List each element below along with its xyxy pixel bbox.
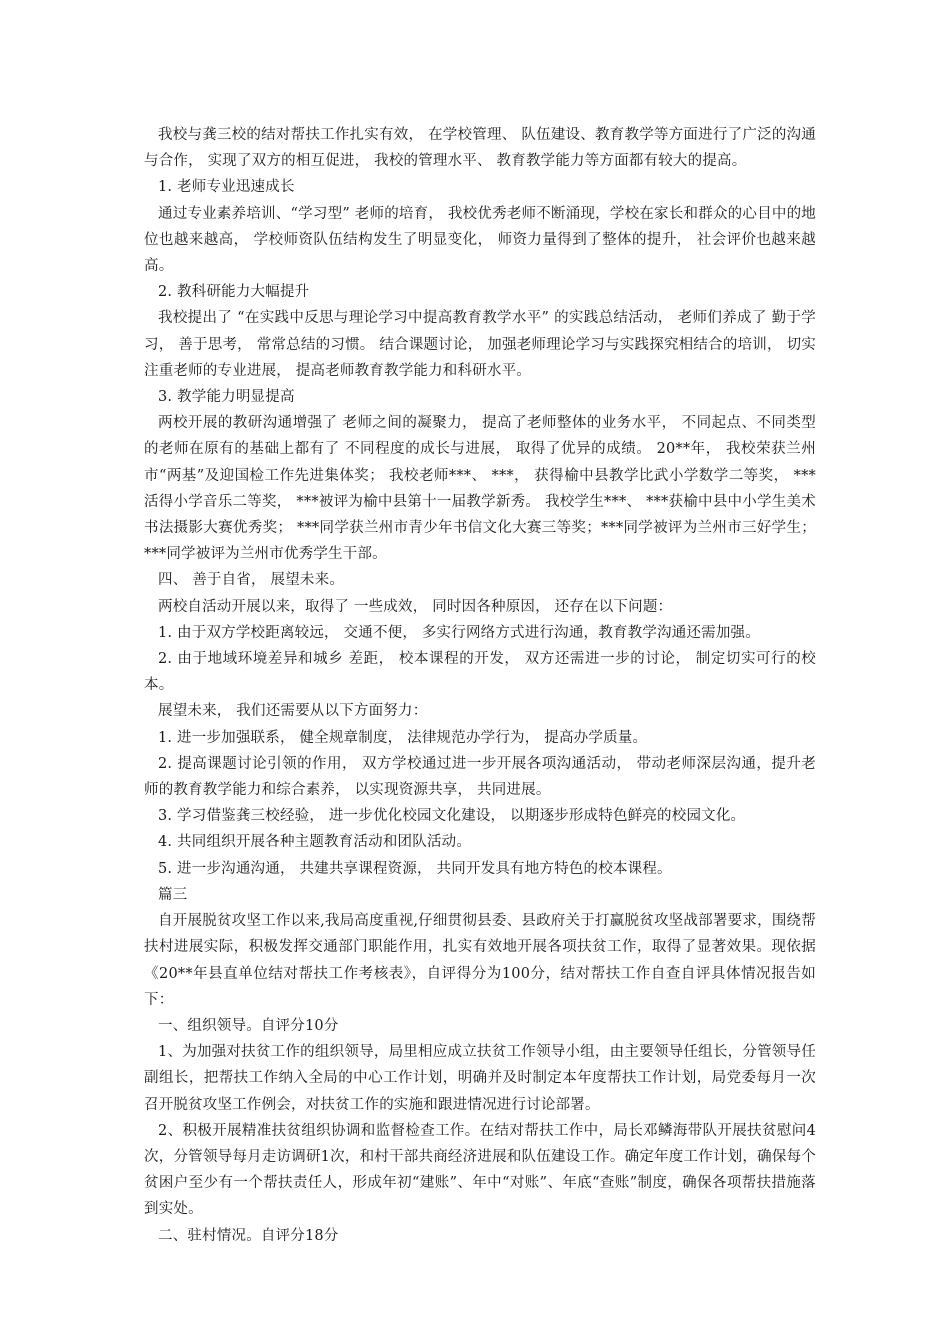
paragraph-intro: 我校与龚三校的结对帮扶工作扎实有效， 在学校管理、 队伍建设、教育教学等方面进行了广泛的沟通与合作， 实现了双方的相互促进， 我校的管理水平、 教育教学能力等方面都有较大的提高。	[144, 127, 816, 170]
list-item-effort-1: 1. 进一步加强联系， 健全规章制度， 法律规范办学行为， 提高办学质量。	[158, 729, 648, 746]
list-item-effort-3: 3. 学习借鉴龚三校经验， 进一步优化校园文化建设， 以期逐步形成特色鲜亮的校园文化。	[158, 808, 746, 825]
paragraph-poverty-intro: 自开展脱贫攻坚工作以来,我局高度重视,仔细贯彻县委、县政府关于打赢脱贫攻坚战部署要求，围绕帮扶村进展实际，积极发挥交通部门职能作用，扎实有效地开展各项扶贫工作，取得了显著效果。现依据《20**年县直单位结对帮扶工作考核表》，自评得分为100分，结对帮扶工作自查自评具体情况报告如下：	[144, 913, 816, 1008]
heading-village-stationing: 二、驻村情况。自评分18分	[158, 1227, 339, 1244]
heading-teaching-ability: 3. 教学能力明显提高	[158, 389, 295, 406]
paragraph-organization-2: 2、积极开展精准扶贫组织协调和监督检查工作。在结对帮扶工作中，局长邓鳞海带队开展扶贫慰问4次，分管领导每月走访调研1次，和村干部共商经济进展和队伍建设工作。确定年度工作计划，确保每个贫困户至少有一个帮扶责任人，形成年初“建账”、年中“对账”、年底“查账”制度，确保各项帮扶措施落到实处。	[144, 1122, 816, 1218]
paragraph-outlook: 展望未来， 我们还需要从以下方面努力：	[158, 703, 428, 720]
list-item-problem-1: 1. 由于双方学校距离较远， 交通不便， 多实行网络方式进行沟通，教育教学沟通还需加强。	[158, 624, 760, 641]
paragraph-teaching-ability: 两校开展的教研沟通增强了 老师之间的凝聚力， 提高了老师整体的业务水平， 不同起点、不同类型的老师在原有的基础上都有了 不同程度的成长与进展， 取得了优异的成绩。 20**年， 我校荣获兰州市“两基”及迎国检工作先进集体奖； 我校老师***、 ***， 获得榆中县教学比武小学数学二等奖， ***活得小学音乐二等奖， ***被评为榆中县第十一届教学新秀。 我校学生***、 ***获榆中县中小学生美术书法摄影大赛优秀奖； ***同学获兰州市青少年书信文化大赛三等奖；***同学被评为兰州市三好学生； ***同学被评为兰州市优秀学生干部。	[144, 415, 816, 563]
heading-organization: 一、组织领导。自评分10分	[158, 1017, 339, 1034]
list-item-effort-2: 2. 提高课题讨论引领的作用， 双方学校通过进一步开展各项沟通活动， 带动老师深层沟通，提升老师的教育教学能力和综合素养， 以实现资源共享， 共同进展。	[144, 755, 816, 799]
list-item-problem-2: 2. 由于地域环境差异和城乡 差距， 校本课程的开发， 双方还需进一步的讨论， 制定切实可行的校本。	[144, 651, 816, 694]
paragraph-problems-intro: 两校自活动开展以来，取得了 一些成效， 同时因各种原因， 还存在以下问题：	[158, 598, 673, 615]
list-item-effort-5: 5. 进一步沟通沟通， 共建共享课程资源， 共同开发具有地方特色的校本课程。	[158, 860, 672, 877]
heading-part-three: 篇三	[158, 886, 188, 903]
heading-section-four: 四、 善于自省， 展望未来。	[158, 572, 345, 589]
paragraph-research-ability: 我校提出了 “在实践中反思与理论学习中提高教育教学水平” 的实践总结活动， 老师们养成了 勤于学习， 善于思考， 常常总结的习惯。 结合课题讨论， 加强老师理论学习与实践探究相结合的培训， 切实注重老师的专业进展， 提高老师教育教学能力和科研水平。	[144, 310, 816, 379]
heading-teacher-growth: 1. 老师专业迅速成长	[158, 179, 295, 196]
heading-research-ability: 2. 教科研能力大幅提升	[158, 284, 310, 301]
paragraph-organization-1: 1、为加强对扶贫工作的组织领导，局里相应成立扶贫工作领导小组，由主要领导任组长，分管领导任副组长，把帮扶工作纳入全局的中心工作计划，明确并及时制定本年度帮扶工作计划，局党委每月一次召开脱贫攻坚工作例会，对扶贫工作的实施和跟进情况进行讨论部署。	[144, 1044, 816, 1113]
list-item-effort-4: 4. 共同组织开展各种主题教育活动和团队活动。	[158, 834, 472, 851]
document-body	[144, 122, 816, 1249]
paragraph-teacher-growth: 通过专业素养培训、“学习型” 老师的培育， 我校优秀老师不断涌现，学校在家长和群众的心目中的地位也越来越高， 学校师资队伍结构发生了明显变化， 师资力量得到了整体的提升， 社会评价也越来越高。	[144, 205, 816, 275]
